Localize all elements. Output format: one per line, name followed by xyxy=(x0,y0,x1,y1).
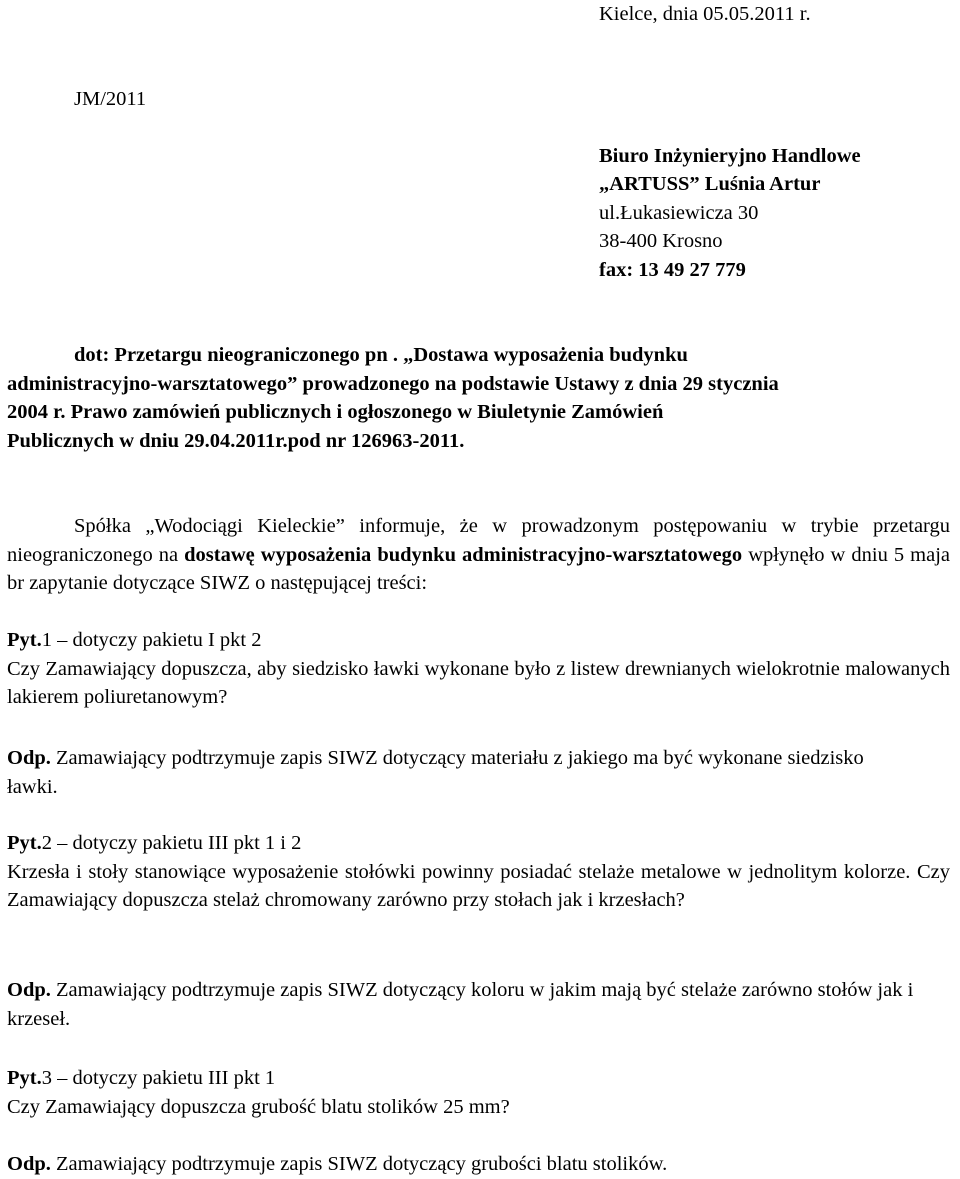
question-3-text: Czy Zamawiający dopuszcza grubość blatu stolików 25 mm? xyxy=(7,1095,510,1118)
subject-line-3: 2004 r. Prawo zamówień publicznych i ogłoszonego w Biuletynie Zamówień xyxy=(7,401,664,423)
question-2-header-text: 2 – dotyczy pakietu III pkt 1 i 2 xyxy=(41,832,302,854)
question-1-label: Pyt. xyxy=(7,629,42,651)
question-1-header xyxy=(7,626,950,655)
question-2-text: Krzesła i stoły stanowiące wyposażenie stołówki powinny posiadać stelaże metalowe w jednolitym kolorze. Czy Zamawiający dopuszcza stelaż chromowany zarówno przy stołach jak i krzesłach? xyxy=(7,860,950,911)
recipient-line-2: „ARTUSS” Luśnia Artur xyxy=(599,173,821,195)
recipient-line-4: 38-400 Krosno xyxy=(599,230,723,252)
intro-bold-text: dostawę wyposażenia budynku administracyjno-warsztatowego xyxy=(184,543,743,566)
question-1-header-text: 1 – dotyczy pakietu I pkt 2 xyxy=(41,629,262,651)
intro-paragraph xyxy=(7,512,950,598)
answer-2-label: Odp. xyxy=(7,979,51,1001)
intro-text-1: Spółka „Wodociągi Kieleckie” informuje, że w prowadzonym postępowaniu w trybie przetargu nieograniczonego na xyxy=(7,515,950,566)
recipient-fax: fax: 13 49 27 779 xyxy=(599,259,746,281)
answer-3 xyxy=(7,1150,950,1179)
question-2-header xyxy=(7,829,950,858)
answer-3-label: Odp. xyxy=(7,1153,51,1175)
subject-line-2: administracyjno-warsztatowego” prowadzonego na podstawie Ustawy z dnia 29 stycznia xyxy=(7,373,779,395)
recipient-line-1: Biuro Inżynieryjno Handlowe xyxy=(599,145,861,167)
question-3-label: Pyt. xyxy=(7,1067,42,1089)
reference-number: JM/2011 xyxy=(74,88,147,110)
question-3-header-text: 3 – dotyczy pakietu III pkt 1 xyxy=(41,1067,276,1089)
question-1 xyxy=(7,626,950,712)
answer-1 xyxy=(7,744,877,801)
subject-line-4: Publicznych w dniu 29.04.2011r.pod nr 126963-2011. xyxy=(7,430,465,452)
question-3-header xyxy=(7,1064,950,1093)
answer-2 xyxy=(7,976,942,1033)
answer-3-text: Zamawiający podtrzymuje zapis SIWZ dotyczący grubości blatu stolików. xyxy=(50,1153,668,1175)
question-1-text: Czy Zamawiający dopuszcza, aby siedzisko ławki wykonane było z listew drewnianych wielokrotnie malowanych lakierem poliuretanowym? xyxy=(7,657,950,708)
answer-1-label: Odp. xyxy=(7,747,51,769)
question-3 xyxy=(7,1064,950,1121)
question-2-label: Pyt. xyxy=(7,832,42,854)
answer-2-text: Zamawiający podtrzymuje zapis SIWZ dotyczący koloru w jakim mają być stelaże zarówno stołów jak i krzeseł. xyxy=(7,979,914,1030)
subject-line-1: dot: Przetargu nieograniczonego pn . „Dostawa wyposażenia budynku xyxy=(74,344,688,366)
intro-text-2: wpłynęło w dniu 5 maja br zapytanie dotyczące SIWZ o następującej treści: xyxy=(7,543,951,594)
place-date: Kielce, dnia 05.05.2011 r. xyxy=(599,3,811,25)
answer-1-text: Zamawiający podtrzymuje zapis SIWZ dotyczący materiału z jakiego ma być wykonane siedzisko ławki. xyxy=(7,747,864,798)
recipient-line-3: ul.Łukasiewicza 30 xyxy=(599,202,759,224)
question-2 xyxy=(7,829,950,915)
